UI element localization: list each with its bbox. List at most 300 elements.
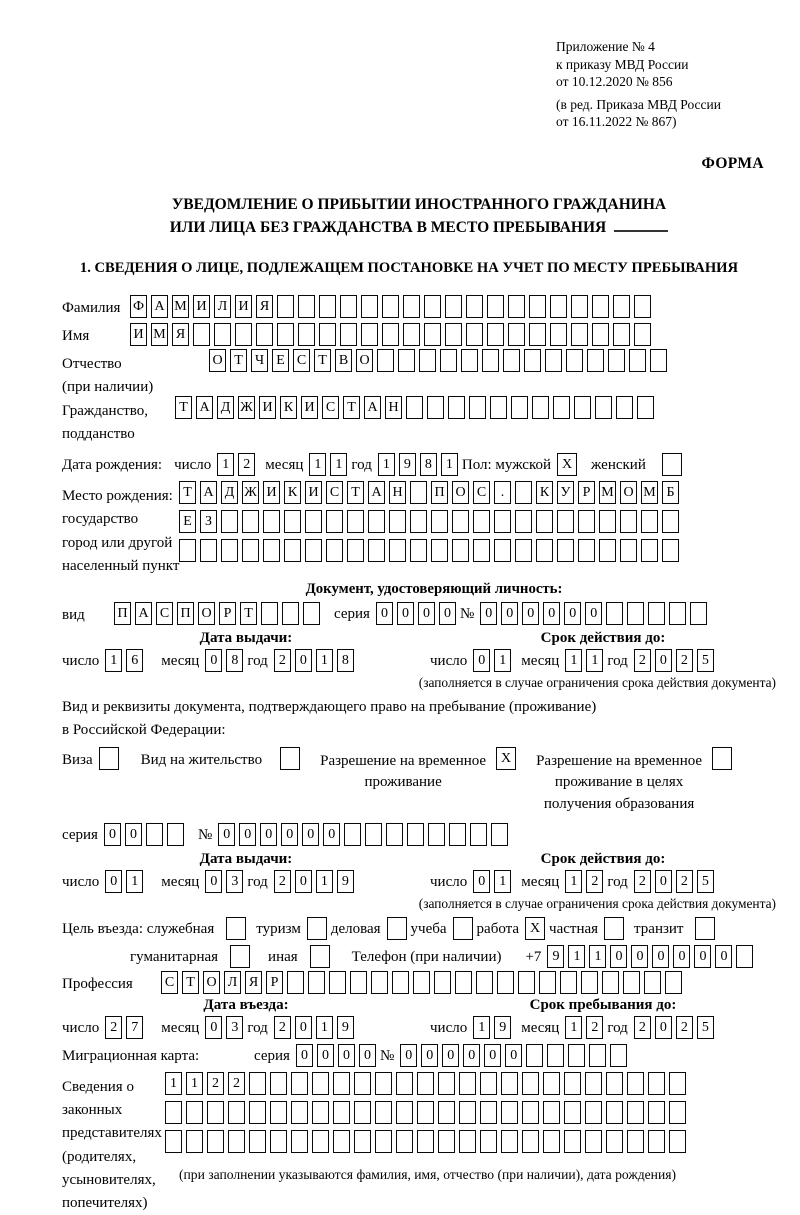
char-cell[interactable] xyxy=(242,539,259,562)
char-cell[interactable] xyxy=(487,323,504,346)
char-cell[interactable] xyxy=(398,349,415,372)
char-cell[interactable]: 0 xyxy=(480,602,497,625)
char-cell[interactable]: И xyxy=(259,396,276,419)
char-cell[interactable] xyxy=(396,1072,413,1095)
char-cell[interactable] xyxy=(434,971,451,994)
char-cell[interactable]: 0 xyxy=(317,1044,334,1067)
stay-day-cells[interactable] xyxy=(473,1016,515,1039)
char-cell[interactable] xyxy=(634,323,651,346)
char-cell[interactable] xyxy=(263,510,280,533)
profession-cells[interactable] xyxy=(161,971,686,994)
char-cell[interactable] xyxy=(333,1101,350,1124)
purpose-humanitarian-checkbox[interactable] xyxy=(230,945,250,968)
birthplace-row3-cells[interactable] xyxy=(179,539,683,562)
char-cell[interactable] xyxy=(574,396,591,419)
char-cell[interactable]: С xyxy=(156,602,173,625)
char-cell[interactable]: Е xyxy=(179,510,196,533)
legal-row3-cells[interactable] xyxy=(165,1130,690,1153)
char-cell[interactable]: 1 xyxy=(494,870,511,893)
char-cell[interactable] xyxy=(386,823,403,846)
char-cell[interactable] xyxy=(270,1130,287,1153)
doc-valid-year-cells[interactable] xyxy=(634,649,718,672)
char-cell[interactable] xyxy=(629,349,646,372)
char-cell[interactable]: 2 xyxy=(634,1016,651,1039)
char-cell[interactable] xyxy=(350,971,367,994)
migcard-seriya-cells[interactable] xyxy=(296,1044,380,1067)
char-cell[interactable]: 0 xyxy=(125,823,142,846)
char-cell[interactable]: О xyxy=(203,971,220,994)
char-cell[interactable]: 0 xyxy=(218,823,235,846)
char-cell[interactable] xyxy=(235,323,252,346)
char-cell[interactable]: 0 xyxy=(522,602,539,625)
char-cell[interactable]: Л xyxy=(224,971,241,994)
char-cell[interactable]: 1 xyxy=(217,453,234,476)
char-cell[interactable]: 1 xyxy=(316,1016,333,1039)
char-cell[interactable] xyxy=(487,295,504,318)
char-cell[interactable] xyxy=(305,539,322,562)
char-cell[interactable]: О xyxy=(198,602,215,625)
char-cell[interactable] xyxy=(585,1130,602,1153)
char-cell[interactable]: О xyxy=(620,481,637,504)
char-cell[interactable] xyxy=(375,1101,392,1124)
char-cell[interactable]: 0 xyxy=(205,870,222,893)
stay-month-cells[interactable] xyxy=(565,1016,607,1039)
char-cell[interactable]: 1 xyxy=(105,649,122,672)
char-cell[interactable] xyxy=(578,510,595,533)
char-cell[interactable] xyxy=(291,1072,308,1095)
doc-seriya-cells[interactable] xyxy=(376,602,460,625)
char-cell[interactable] xyxy=(620,539,637,562)
char-cell[interactable] xyxy=(312,1101,329,1124)
resdoc-valid-day-cells[interactable] xyxy=(473,870,515,893)
char-cell[interactable] xyxy=(344,823,361,846)
char-cell[interactable] xyxy=(263,539,280,562)
char-cell[interactable] xyxy=(585,1072,602,1095)
char-cell[interactable] xyxy=(459,1072,476,1095)
char-cell[interactable] xyxy=(522,1130,539,1153)
char-cell[interactable]: 0 xyxy=(631,945,648,968)
char-cell[interactable]: Т xyxy=(179,481,196,504)
entry-day-cells[interactable] xyxy=(105,1016,147,1039)
char-cell[interactable]: А xyxy=(364,396,381,419)
doc-nomer-cells[interactable] xyxy=(480,602,711,625)
char-cell[interactable]: 2 xyxy=(634,649,651,672)
char-cell[interactable]: 0 xyxy=(439,602,456,625)
char-cell[interactable] xyxy=(627,602,644,625)
char-cell[interactable]: А xyxy=(368,481,385,504)
visa-checkbox[interactable] xyxy=(99,747,119,770)
char-cell[interactable]: 0 xyxy=(397,602,414,625)
char-cell[interactable]: 1 xyxy=(589,945,606,968)
char-cell[interactable]: 2 xyxy=(105,1016,122,1039)
char-cell[interactable] xyxy=(508,295,525,318)
char-cell[interactable]: 0 xyxy=(205,1016,222,1039)
char-cell[interactable]: 0 xyxy=(421,1044,438,1067)
char-cell[interactable] xyxy=(466,323,483,346)
char-cell[interactable]: С xyxy=(322,396,339,419)
char-cell[interactable] xyxy=(606,1072,623,1095)
char-cell[interactable]: 0 xyxy=(652,945,669,968)
char-cell[interactable] xyxy=(571,323,588,346)
char-cell[interactable]: 2 xyxy=(207,1072,224,1095)
char-cell[interactable] xyxy=(207,1130,224,1153)
char-cell[interactable] xyxy=(564,1072,581,1095)
char-cell[interactable] xyxy=(424,295,441,318)
char-cell[interactable] xyxy=(501,1130,518,1153)
char-cell[interactable]: 0 xyxy=(296,1044,313,1067)
char-cell[interactable] xyxy=(511,396,528,419)
purpose-business-checkbox[interactable] xyxy=(387,917,407,940)
purpose-private-checkbox[interactable] xyxy=(604,917,624,940)
char-cell[interactable]: Ч xyxy=(251,349,268,372)
char-cell[interactable] xyxy=(669,602,686,625)
char-cell[interactable] xyxy=(501,1072,518,1095)
char-cell[interactable]: 1 xyxy=(126,870,143,893)
char-cell[interactable] xyxy=(543,1072,560,1095)
char-cell[interactable]: М xyxy=(172,295,189,318)
birth-year-cells[interactable] xyxy=(378,453,462,476)
char-cell[interactable] xyxy=(340,323,357,346)
char-cell[interactable] xyxy=(592,295,609,318)
char-cell[interactable]: Т xyxy=(182,971,199,994)
char-cell[interactable] xyxy=(473,539,490,562)
char-cell[interactable]: 1 xyxy=(316,649,333,672)
char-cell[interactable]: Т xyxy=(175,396,192,419)
doc-issue-day-cells[interactable] xyxy=(105,649,147,672)
char-cell[interactable] xyxy=(461,349,478,372)
resdoc-seriya-cells[interactable] xyxy=(104,823,188,846)
char-cell[interactable]: Т xyxy=(314,349,331,372)
char-cell[interactable] xyxy=(448,396,465,419)
char-cell[interactable]: 1 xyxy=(565,1016,582,1039)
char-cell[interactable]: Б xyxy=(662,481,679,504)
char-cell[interactable] xyxy=(410,510,427,533)
char-cell[interactable] xyxy=(284,510,301,533)
char-cell[interactable]: 0 xyxy=(463,1044,480,1067)
char-cell[interactable] xyxy=(438,1101,455,1124)
edu-permit-checkbox[interactable] xyxy=(712,747,732,770)
char-cell[interactable] xyxy=(613,295,630,318)
char-cell[interactable]: 5 xyxy=(697,649,714,672)
char-cell[interactable]: Я xyxy=(256,295,273,318)
phone-cells[interactable] xyxy=(547,945,757,968)
char-cell[interactable]: М xyxy=(599,481,616,504)
char-cell[interactable]: 9 xyxy=(337,870,354,893)
char-cell[interactable] xyxy=(459,1130,476,1153)
char-cell[interactable] xyxy=(469,396,486,419)
char-cell[interactable]: Т xyxy=(230,349,247,372)
birthplace-row1-cells[interactable] xyxy=(179,481,683,504)
char-cell[interactable] xyxy=(249,1072,266,1095)
char-cell[interactable] xyxy=(193,323,210,346)
char-cell[interactable] xyxy=(557,510,574,533)
char-cell[interactable] xyxy=(482,349,499,372)
char-cell[interactable] xyxy=(543,1101,560,1124)
char-cell[interactable]: П xyxy=(114,602,131,625)
char-cell[interactable] xyxy=(470,823,487,846)
char-cell[interactable] xyxy=(480,1130,497,1153)
char-cell[interactable] xyxy=(585,1101,602,1124)
char-cell[interactable]: Д xyxy=(221,481,238,504)
char-cell[interactable]: И xyxy=(301,396,318,419)
char-cell[interactable] xyxy=(536,510,553,533)
char-cell[interactable]: 8 xyxy=(420,453,437,476)
char-cell[interactable] xyxy=(319,295,336,318)
char-cell[interactable] xyxy=(543,1130,560,1153)
char-cell[interactable]: А xyxy=(151,295,168,318)
char-cell[interactable] xyxy=(602,971,619,994)
char-cell[interactable] xyxy=(634,295,651,318)
char-cell[interactable]: Ф xyxy=(130,295,147,318)
resdoc-issue-day-cells[interactable] xyxy=(105,870,147,893)
char-cell[interactable]: 0 xyxy=(655,1016,672,1039)
char-cell[interactable]: У xyxy=(557,481,574,504)
char-cell[interactable] xyxy=(641,510,658,533)
char-cell[interactable] xyxy=(501,1101,518,1124)
char-cell[interactable] xyxy=(319,323,336,346)
char-cell[interactable]: Р xyxy=(578,481,595,504)
char-cell[interactable] xyxy=(165,1130,182,1153)
char-cell[interactable] xyxy=(214,323,231,346)
char-cell[interactable]: Р xyxy=(219,602,236,625)
char-cell[interactable]: 2 xyxy=(676,1016,693,1039)
char-cell[interactable] xyxy=(417,1101,434,1124)
char-cell[interactable]: 5 xyxy=(697,1016,714,1039)
char-cell[interactable] xyxy=(547,1044,564,1067)
char-cell[interactable]: И xyxy=(193,295,210,318)
sex-female-checkbox[interactable] xyxy=(662,453,682,476)
char-cell[interactable]: В xyxy=(335,349,352,372)
char-cell[interactable]: С xyxy=(326,481,343,504)
char-cell[interactable] xyxy=(303,602,320,625)
char-cell[interactable] xyxy=(616,396,633,419)
char-cell[interactable]: 0 xyxy=(105,870,122,893)
char-cell[interactable] xyxy=(368,539,385,562)
char-cell[interactable] xyxy=(539,971,556,994)
char-cell[interactable] xyxy=(736,945,753,968)
char-cell[interactable] xyxy=(445,323,462,346)
char-cell[interactable]: 6 xyxy=(126,649,143,672)
char-cell[interactable]: 1 xyxy=(165,1072,182,1095)
char-cell[interactable] xyxy=(650,349,667,372)
char-cell[interactable]: М xyxy=(641,481,658,504)
char-cell[interactable] xyxy=(669,1072,686,1095)
char-cell[interactable] xyxy=(557,539,574,562)
char-cell[interactable] xyxy=(606,602,623,625)
citizenship-cells[interactable] xyxy=(175,396,658,419)
char-cell[interactable] xyxy=(669,1130,686,1153)
char-cell[interactable]: 1 xyxy=(494,649,511,672)
char-cell[interactable] xyxy=(438,1072,455,1095)
char-cell[interactable]: Ж xyxy=(242,481,259,504)
char-cell[interactable]: 0 xyxy=(205,649,222,672)
char-cell[interactable] xyxy=(608,349,625,372)
char-cell[interactable] xyxy=(417,1130,434,1153)
doc-type-cells[interactable] xyxy=(114,602,324,625)
char-cell[interactable] xyxy=(641,539,658,562)
char-cell[interactable]: Т xyxy=(347,481,364,504)
char-cell[interactable] xyxy=(270,1072,287,1095)
char-cell[interactable]: 1 xyxy=(568,945,585,968)
char-cell[interactable]: Д xyxy=(217,396,234,419)
char-cell[interactable]: И xyxy=(235,295,252,318)
legal-row2-cells[interactable] xyxy=(165,1101,690,1124)
char-cell[interactable]: 9 xyxy=(337,1016,354,1039)
char-cell[interactable] xyxy=(623,971,640,994)
char-cell[interactable]: П xyxy=(177,602,194,625)
char-cell[interactable] xyxy=(165,1101,182,1124)
char-cell[interactable]: 9 xyxy=(494,1016,511,1039)
char-cell[interactable] xyxy=(179,539,196,562)
char-cell[interactable]: А xyxy=(196,396,213,419)
char-cell[interactable]: 1 xyxy=(473,1016,490,1039)
char-cell[interactable] xyxy=(427,396,444,419)
char-cell[interactable]: 0 xyxy=(442,1044,459,1067)
char-cell[interactable]: 1 xyxy=(565,649,582,672)
char-cell[interactable] xyxy=(564,1101,581,1124)
char-cell[interactable] xyxy=(526,1044,543,1067)
char-cell[interactable]: 0 xyxy=(295,870,312,893)
char-cell[interactable]: 2 xyxy=(676,649,693,672)
char-cell[interactable]: Н xyxy=(389,481,406,504)
char-cell[interactable] xyxy=(438,1130,455,1153)
char-cell[interactable] xyxy=(347,539,364,562)
purpose-study-checkbox[interactable] xyxy=(453,917,473,940)
char-cell[interactable]: 8 xyxy=(226,649,243,672)
char-cell[interactable] xyxy=(287,971,304,994)
char-cell[interactable]: 0 xyxy=(501,602,518,625)
char-cell[interactable] xyxy=(494,539,511,562)
char-cell[interactable]: Т xyxy=(343,396,360,419)
char-cell[interactable] xyxy=(524,349,541,372)
char-cell[interactable] xyxy=(365,823,382,846)
char-cell[interactable]: И xyxy=(130,323,147,346)
char-cell[interactable]: 0 xyxy=(104,823,121,846)
char-cell[interactable] xyxy=(529,295,546,318)
char-cell[interactable]: 3 xyxy=(226,1016,243,1039)
char-cell[interactable] xyxy=(242,510,259,533)
char-cell[interactable] xyxy=(403,295,420,318)
char-cell[interactable] xyxy=(455,971,472,994)
char-cell[interactable] xyxy=(627,1072,644,1095)
char-cell[interactable] xyxy=(662,539,679,562)
char-cell[interactable] xyxy=(424,323,441,346)
char-cell[interactable] xyxy=(592,323,609,346)
char-cell[interactable]: 0 xyxy=(473,870,490,893)
residence-permit-checkbox[interactable] xyxy=(280,747,300,770)
char-cell[interactable] xyxy=(410,539,427,562)
char-cell[interactable] xyxy=(620,510,637,533)
char-cell[interactable] xyxy=(277,295,294,318)
char-cell[interactable] xyxy=(522,1072,539,1095)
char-cell[interactable] xyxy=(491,823,508,846)
char-cell[interactable] xyxy=(595,396,612,419)
char-cell[interactable] xyxy=(578,539,595,562)
char-cell[interactable] xyxy=(637,396,654,419)
char-cell[interactable] xyxy=(354,1130,371,1153)
char-cell[interactable]: 0 xyxy=(295,1016,312,1039)
char-cell[interactable]: 0 xyxy=(564,602,581,625)
char-cell[interactable]: 1 xyxy=(330,453,347,476)
char-cell[interactable] xyxy=(221,539,238,562)
char-cell[interactable] xyxy=(581,971,598,994)
char-cell[interactable] xyxy=(587,349,604,372)
char-cell[interactable]: 2 xyxy=(274,1016,291,1039)
char-cell[interactable] xyxy=(627,1130,644,1153)
char-cell[interactable]: С xyxy=(161,971,178,994)
char-cell[interactable] xyxy=(354,1072,371,1095)
char-cell[interactable] xyxy=(392,971,409,994)
char-cell[interactable]: Т xyxy=(240,602,257,625)
surname-cells[interactable] xyxy=(130,295,655,318)
char-cell[interactable] xyxy=(413,971,430,994)
legal-row1-cells[interactable] xyxy=(165,1072,690,1095)
char-cell[interactable]: С xyxy=(293,349,310,372)
char-cell[interactable]: К xyxy=(280,396,297,419)
char-cell[interactable]: Е xyxy=(272,349,289,372)
char-cell[interactable]: 3 xyxy=(226,870,243,893)
char-cell[interactable]: 0 xyxy=(239,823,256,846)
char-cell[interactable] xyxy=(406,396,423,419)
char-cell[interactable] xyxy=(417,1072,434,1095)
char-cell[interactable] xyxy=(515,481,532,504)
char-cell[interactable] xyxy=(228,1101,245,1124)
char-cell[interactable]: 9 xyxy=(399,453,416,476)
char-cell[interactable] xyxy=(282,602,299,625)
char-cell[interactable] xyxy=(308,971,325,994)
char-cell[interactable]: 0 xyxy=(694,945,711,968)
char-cell[interactable] xyxy=(560,971,577,994)
char-cell[interactable]: 2 xyxy=(586,870,603,893)
patronymic-cells[interactable] xyxy=(209,349,671,372)
char-cell[interactable] xyxy=(480,1101,497,1124)
char-cell[interactable] xyxy=(550,295,567,318)
char-cell[interactable]: 2 xyxy=(274,870,291,893)
char-cell[interactable] xyxy=(503,349,520,372)
char-cell[interactable] xyxy=(312,1130,329,1153)
char-cell[interactable] xyxy=(361,295,378,318)
char-cell[interactable]: 2 xyxy=(274,649,291,672)
char-cell[interactable] xyxy=(305,510,322,533)
char-cell[interactable] xyxy=(419,349,436,372)
char-cell[interactable]: 0 xyxy=(323,823,340,846)
char-cell[interactable]: 0 xyxy=(484,1044,501,1067)
char-cell[interactable]: 0 xyxy=(473,649,490,672)
char-cell[interactable]: 1 xyxy=(316,870,333,893)
char-cell[interactable]: 5 xyxy=(697,870,714,893)
char-cell[interactable] xyxy=(553,396,570,419)
char-cell[interactable] xyxy=(665,971,682,994)
char-cell[interactable]: 0 xyxy=(338,1044,355,1067)
char-cell[interactable] xyxy=(532,396,549,419)
char-cell[interactable]: 0 xyxy=(505,1044,522,1067)
char-cell[interactable] xyxy=(167,823,184,846)
char-cell[interactable] xyxy=(599,510,616,533)
purpose-tourism-checkbox[interactable] xyxy=(307,917,327,940)
char-cell[interactable] xyxy=(326,510,343,533)
purpose-work-checkbox[interactable]: X xyxy=(525,917,545,940)
char-cell[interactable] xyxy=(375,1072,392,1095)
birthplace-row2-cells[interactable] xyxy=(179,510,683,533)
char-cell[interactable] xyxy=(146,823,163,846)
char-cell[interactable]: 1 xyxy=(565,870,582,893)
char-cell[interactable] xyxy=(568,1044,585,1067)
char-cell[interactable] xyxy=(497,971,514,994)
char-cell[interactable] xyxy=(361,323,378,346)
char-cell[interactable]: 0 xyxy=(655,870,672,893)
char-cell[interactable] xyxy=(270,1101,287,1124)
char-cell[interactable] xyxy=(466,295,483,318)
